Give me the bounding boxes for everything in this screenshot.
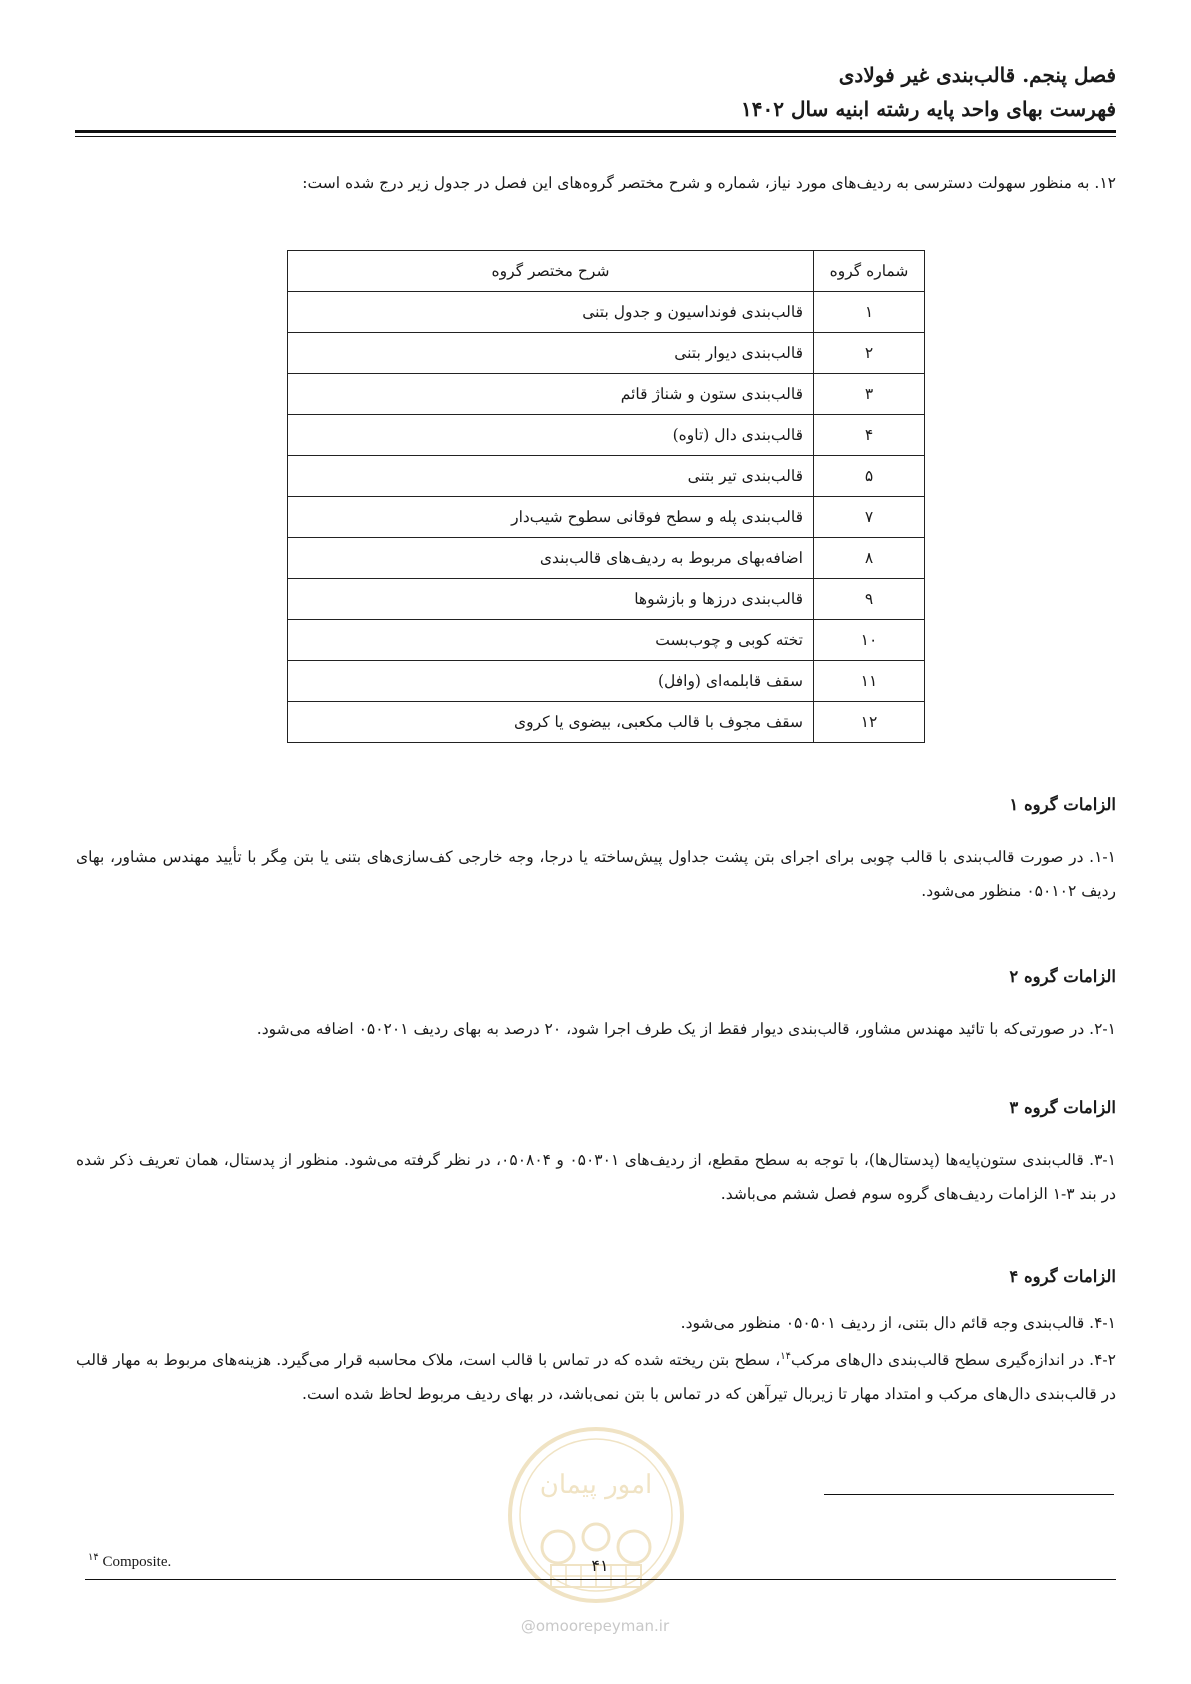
table-row: [288, 702, 925, 743]
header-divider-thick: [75, 130, 1116, 133]
group-number-cell: ۹: [814, 579, 925, 620]
section-title-group-3: الزامات گروه ۳: [1009, 1098, 1116, 1117]
footnote-divider: [824, 1494, 1114, 1495]
table-row: [288, 620, 925, 661]
watermark-url: @omoorepeyman.ir: [520, 1617, 670, 1635]
column-header-description: شرح مختصر گروه: [288, 251, 814, 292]
header-divider-thin: [75, 136, 1116, 137]
group-description-cell: سقف قابلمه‌ای (وافل): [288, 661, 814, 702]
intro-paragraph: ۱۲. به منظور سهولت دسترسی به ردیف‌های مورد نیاز، شماره و شرح مختصر گروه‌های این فصل در جدول زیر درج شده است:: [302, 174, 1116, 192]
group-description-cell: قالب‌بندی تیر بتنی: [288, 456, 814, 497]
page-header: [76, 58, 1116, 126]
group-description-cell: قالب‌بندی پله و سطح فوقانی سطوح شیب‌دار: [288, 497, 814, 538]
group-number-cell: ۳: [814, 374, 925, 415]
paragraph-group-4-item-2-rest: ، سطح بتن ریخته شده که در تماس با قالب است، ملاک محاسبه قرار می‌گیرد. هزینه‌های مربوط به مهار قالب در قالب‌بندی دال‌های مرکب و امتداد مهار تا زیربال تیرآهن که در تماس با بتن نمی‌باشد، در بهای ردیف مربوط لحاظ شده است.: [76, 1351, 1116, 1404]
footnote-reference[interactable]: ۱۴: [780, 1351, 791, 1362]
paragraph-group-4-item-2: [76, 1340, 1116, 1411]
group-description-cell: سقف مجوف با قالب مکعبی، بیضوی یا کروی: [288, 702, 814, 743]
chapter-title: فصل پنجم. قالب‌بندی غیر فولادی: [838, 63, 1116, 87]
table-header-row: [288, 251, 925, 292]
group-description-cell: تخته کوبی و چوب‌بست: [288, 620, 814, 661]
table-row: [288, 456, 925, 497]
groups-table: [287, 250, 925, 743]
paragraph-group-4-item-2-start: ۴-۲. در اندازه‌گیری سطح قالب‌بندی دال‌های مرکب: [790, 1351, 1116, 1370]
footnote-text: Composite.: [102, 1554, 172, 1570]
group-number-cell: ۵: [814, 456, 925, 497]
group-description-cell: اضافه‌بهای مربوط به ردیف‌های قالب‌بندی: [288, 538, 814, 579]
document-title: فهرست بهای واحد پایه رشته ابنیه سال ۱۴۰۲: [741, 97, 1116, 121]
table-row: [288, 538, 925, 579]
group-description-cell: قالب‌بندی دیوار بتنی: [288, 333, 814, 374]
footnote-mark: ۱۴: [88, 1552, 99, 1563]
watermark-logo-text: امور پیمان: [539, 1470, 653, 1500]
watermark-seal-logo: [506, 1425, 686, 1605]
table-row: [288, 415, 925, 456]
section-title-group-2: الزامات گروه ۲: [1009, 967, 1116, 986]
group-number-cell: ۱۲: [814, 702, 925, 743]
group-description-cell: قالب‌بندی فونداسیون و جدول بتنی: [288, 292, 814, 333]
paragraph-group-4-item-1: ۴-۱. قالب‌بندی وجه قائم دال بتنی، از ردیف ۰۵۰۵۰۱ منظور می‌شود.: [680, 1314, 1116, 1332]
group-number-cell: ۲: [814, 333, 925, 374]
section-title-group-4: الزامات گروه ۴: [1009, 1267, 1116, 1286]
page-number: ۴۱: [591, 1556, 609, 1575]
group-description-cell: قالب‌بندی درزها و بازشوها: [288, 579, 814, 620]
section-title-group-1: الزامات گروه ۱: [1009, 795, 1116, 814]
table-row: [288, 579, 925, 620]
paragraph-group-3-item-1: ۳-۱. قالب‌بندی ستون‌پایه‌ها (پدستال‌ها)، با توجه به سطح مقطع، از ردیف‌های ۰۵۰۳۰۱ و ۰۵۰۸۰۴، در نظر گرفته می‌شود. منظور از پدستال، همان تعریف ذکر شده در بند ۳-۱ الزامات ردیف‌های گروه سوم فصل ششم می‌باشد.: [76, 1151, 1116, 1203]
footnote: [88, 1552, 171, 1571]
group-number-cell: ۱۱: [814, 661, 925, 702]
group-number-cell: ۱۰: [814, 620, 925, 661]
table-row: [288, 661, 925, 702]
column-header-number: شماره گروه: [814, 251, 925, 292]
group-number-cell: ۱: [814, 292, 925, 333]
table-row: [288, 333, 925, 374]
group-description-cell: قالب‌بندی دال (تاوه): [288, 415, 814, 456]
paragraph-group-2-item-1: ۲-۱. در صورتی‌که با تائید مهندس مشاور، قالب‌بندی دیوار فقط از یک طرف اجرا شود، ۲۰ درصد به بهای ردیف ۰۵۰۲۰۱ اضافه می‌شود.: [256, 1020, 1116, 1038]
group-number-cell: ۷: [814, 497, 925, 538]
table-row: [288, 497, 925, 538]
group-number-cell: ۴: [814, 415, 925, 456]
footer-divider: [85, 1579, 1116, 1580]
paragraph-group-1-item-1: ۱-۱. در صورت قالب‌بندی با قالب چوبی برای اجرای بتن پشت جداول پیش‌ساخته یا درجا، وجه خارجی کف‌سازی‌های بتنی یا بتن مِگر با تأیید مهندس مشاور، بهای ردیف ۰۵۰۱۰۲ منظور می‌شود.: [76, 848, 1116, 900]
table-row: [288, 292, 925, 333]
group-number-cell: ۸: [814, 538, 925, 579]
group-description-cell: قالب‌بندی ستون و شناژ قائم: [288, 374, 814, 415]
table-row: [288, 374, 925, 415]
